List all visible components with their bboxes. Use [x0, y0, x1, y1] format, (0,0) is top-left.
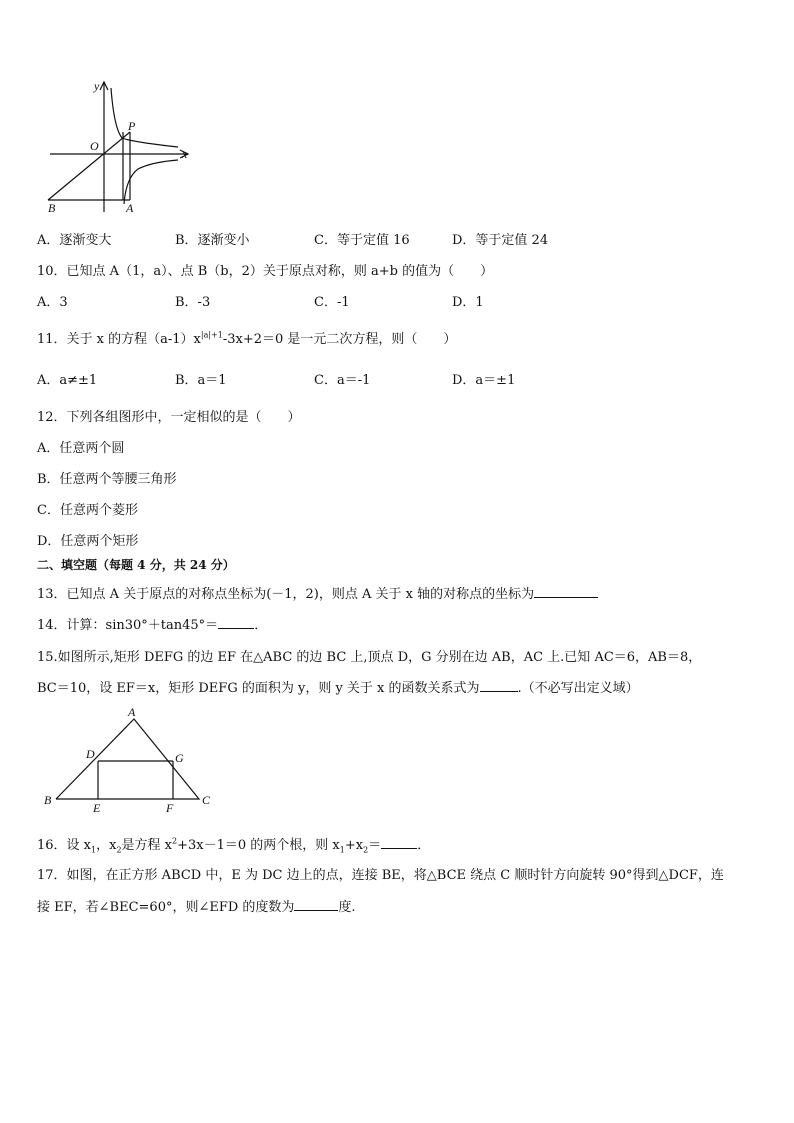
q10-option-b: B．-3 — [175, 295, 211, 310]
q11-post: -3x+2＝0 是一元二次方程，则（ ） — [222, 332, 457, 347]
fig2-label-b: B — [44, 793, 52, 807]
hyperbola-figure — [40, 76, 200, 216]
q12-option-b: B．任意两个等腰三角形 — [37, 472, 177, 487]
q10-option-d: D．1 — [452, 295, 484, 310]
q9-option-d: D．等于定值 24 — [452, 233, 549, 248]
fig1-label-b: B — [48, 201, 56, 215]
q13-text — [37, 583, 598, 602]
q14-answer-blank[interactable] — [218, 616, 254, 629]
q16-sub: 2 — [363, 845, 369, 855]
fig1-label-a: A — [126, 201, 134, 215]
q10-option-a: A．3 — [37, 295, 68, 310]
q12-text: 12．下列各组图形中，一定相似的是（ ） — [37, 410, 301, 425]
section-title-fill-in: 二、填空题（每题 4 分，共 24 分） — [37, 558, 235, 572]
fig1-label-o: O — [90, 139, 99, 153]
q17-line2 — [37, 896, 356, 915]
q16-answer-blank[interactable] — [381, 836, 417, 849]
q14-end: ． — [254, 618, 268, 633]
fig1-label-x: x — [182, 147, 188, 161]
q16-part: 16．设 x — [37, 838, 92, 853]
q16-sub: 2 — [116, 845, 122, 855]
fig1-label-y: y — [94, 79, 100, 93]
q17-end: 度. — [338, 900, 356, 915]
q16-sup: 2 — [172, 836, 178, 846]
q11-exponent: |a|+1 — [200, 330, 223, 340]
q17-answer-blank[interactable] — [294, 898, 338, 911]
q13-answer-blank[interactable] — [534, 585, 598, 598]
fig2-label-c: C — [202, 793, 211, 807]
q10-option-c: C．-1 — [314, 295, 350, 310]
q13-body: 13．已知点 A 关于原点的对称点坐标为(－1，2)，则点 A 关于 x 轴的对称点的坐标为 — [37, 587, 535, 602]
q16-part: +x — [344, 838, 364, 853]
q16-part: ，x — [96, 838, 117, 853]
q9-option-a: A．逐渐变大 — [37, 233, 112, 248]
q9-option-b: B．逐渐变小 — [175, 233, 250, 248]
q15-line2 — [37, 677, 639, 696]
q12-option-c: C．任意两个菱形 — [37, 503, 138, 518]
q15-line2-body: BC＝10，设 EF＝x，矩形 DEFG 的面积为 y，则 y 关于 x 的函数关系式为 — [37, 681, 480, 696]
q11-pre: 11．关于 x 的方程（a-1）x — [37, 332, 201, 347]
fig2-label-f: F — [166, 801, 174, 815]
q12-option-a: A．任意两个圆 — [37, 441, 125, 456]
fig2-label-e: E — [93, 801, 101, 815]
q15-line2-end: .（不必写出定义域） — [517, 681, 639, 696]
q16-end: ． — [417, 838, 431, 853]
q16-sub: 1 — [339, 845, 345, 855]
q14-text — [37, 614, 267, 633]
q16-text — [37, 834, 430, 855]
q17-line2-body: 接 EF，若∠BEC=60°，则∠EFD 的度数为 — [37, 900, 295, 915]
q14-body: 14．计算：sin30°＋tan45°＝ — [37, 618, 219, 633]
q16-part: ＝ — [368, 838, 382, 853]
q11-option-c: C．a＝-1 — [314, 373, 371, 388]
q11-option-a: A．a≠±1 — [37, 373, 98, 388]
fig1-label-p: P — [128, 119, 136, 133]
q9-option-c: C．等于定值 16 — [314, 233, 410, 248]
q12-option-d: D．任意两个矩形 — [37, 534, 139, 549]
fig2-label-g: G — [175, 751, 184, 765]
q10-text: 10．已知点 A（1，a）、点 B（b，2）关于原点对称，则 a+b 的值为（ ） — [37, 264, 494, 279]
fig2-label-d: D — [86, 747, 95, 761]
q11-text — [37, 328, 456, 347]
q15-answer-blank[interactable] — [480, 679, 518, 692]
q11-option-b: B．a＝1 — [175, 373, 227, 388]
q11-option-d: D．a＝±1 — [452, 373, 516, 388]
fig2-label-a: A — [128, 706, 136, 719]
triangle-rectangle-figure — [36, 706, 226, 816]
q16-part: +3x－1＝0 的两个根，则 x — [177, 838, 340, 853]
q16-sub: 1 — [91, 845, 97, 855]
q17-line1: 17．如图，在正方形 ABCD 中，E 为 DC 边上的点，连接 BE，将△BCE 绕点 C 顺时针方向旋转 90°得到△DCF，连 — [37, 868, 724, 883]
q16-part: 是方程 x — [121, 838, 173, 853]
q15-line1: 15.如图所示,矩形 DEFG 的边 EF 在△ABC 的边 BC 上,顶点 D，G 分别在边 AB，AC 上.已知 AC＝6，AB＝8， — [37, 650, 702, 665]
